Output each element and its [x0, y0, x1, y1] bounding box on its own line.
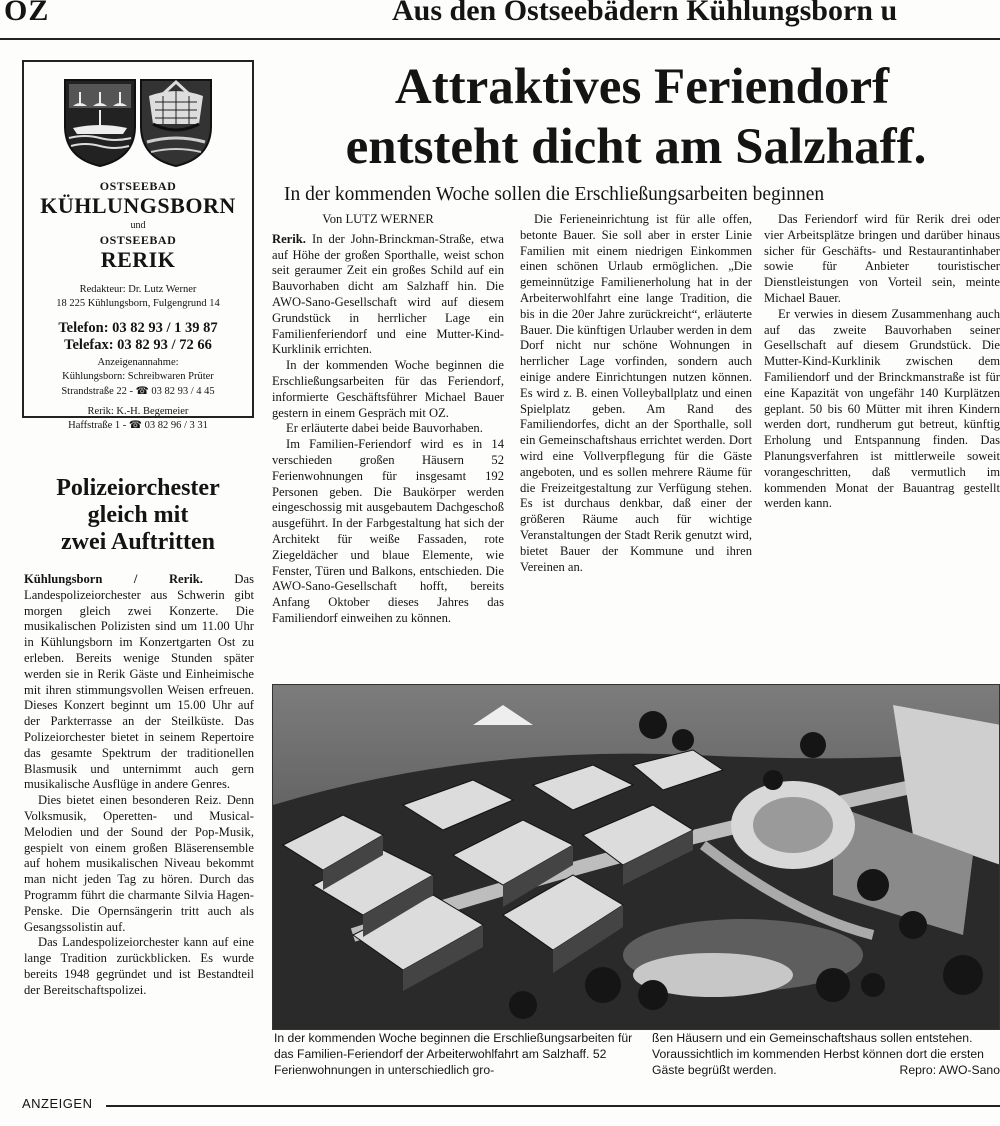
caption-text: ßen Häusern und ein Gemeinschaftshaus sollen entstehen. Voraussichtlich im kommenden Herbst können dort die ersten Gäste begrüßt werden. [652, 1031, 984, 1077]
editor-address: 18 225 Kühlungsborn, Fulgengrund 14 [56, 298, 220, 310]
article-paragraph [272, 232, 504, 358]
editor-line: Redakteur: Dr. Lutz Werner [79, 284, 197, 296]
image-caption: In der kommenden Woche beginnen die Erschließungsarbeiten für das Familien-Feriendorf der Arbeiterwohlfahrt am Salzhaff. 52 Ferienwohnungen in unterschiedlich gro- [274, 1031, 633, 1077]
main-headline-line1: Attraktives Feriendorf [394, 59, 890, 115]
ads-address: Strandstraße 22 - ☎ 03 82 93 / 4 45 [61, 385, 215, 397]
image-caption-continued [652, 1031, 1000, 1078]
dateline: Kühlungsborn / Rerik. [24, 572, 203, 586]
article-paragraph: Die Ferieneinrichtung ist für alle offen, betonte Bauer. Sie soll aber in erster Linie Familien mit einem niedrigen Einkommen einen schönen Urlaub ermöglichen. „Die gemeinnützige Familienerholung hat in der Arbeiterwohlfahrt eine lange Tradition, die bis in die 20er Jahre zurückreicht“, erläuterte Bauer. Die künftigen Urlauber werden in dem Dorf nicht nur schöne Wohnungen in herrlicher Lage vorfinden, sondern auch einige andere Einrichtungen nutzen können. Es wird z. B. einen Volleyballplatz und einen Spielplatz geben. Am Rand des Familiendorfes, dicht an der Sporthalle, soll ein Gemeinschaftshaus errichtet werden. Dort wird eine Vollverpflegung für die Gäste angeboten, und es sollen mehrere Räume für die Freizeitgestaltung zur Verfügung stehen. Es ist durchaus denkbar, daß einer der größeren Räume auch für wichtige Veranstaltungen der Stadt Rerik genutzt wird, bietet Bauer der Kommune und ihren Vereinen an. [520, 212, 752, 574]
left-article-body [24, 572, 254, 999]
paragraph-text: Das Landespolizeiorchester aus Schwerin gibt morgen gleich zwei Konzerte. Die musikalischen Polizisten sind um 11.00 Uhr in Kühlungsborn im Konzertgarten Ost zu erleben. Bereits wenige Stunden später werden sie in Rerik Gäste und Einheimische mit ihren stimmungsvollen Weisen erfreuen. Dieses Konzert beginnt um 15.00 Uhr auf der Parkterrasse an der Steilküste. Das Polizeiorchester bietet in seinem Repertoire das gesamte Spektrum der traditionellen Blasmusik und unternimmt auch gern musikalische Ausflüge in andere Genres. [24, 572, 254, 792]
headline-line: zwei Auftritten [61, 528, 215, 555]
left-article-headline [18, 475, 258, 556]
ads-title: Anzeigenannahme: [97, 357, 179, 369]
ads-address: Rerik: K.-H. Begemeier [87, 405, 189, 417]
paper-logo: OZ [4, 0, 50, 27]
main-headline-line2: entsteht dicht am Salzhaff. [345, 119, 927, 175]
town-crests-image [63, 76, 213, 168]
footer-rule [106, 1105, 1000, 1107]
article-column-2 [520, 212, 752, 575]
masthead-conjunction: und [130, 220, 146, 232]
masthead-label: OSTSEEBAD [99, 179, 177, 193]
byline: Von LUTZ WERNER [322, 212, 434, 226]
architectural-rendering-image [272, 684, 1000, 1030]
dateline: Rerik. [272, 231, 306, 246]
article-paragraph: Dies bietet einen besonderen Reiz. Denn Volksmusik, Operetten- und Musical-Melodien und der Sound der Pop-Musik, gespielt von einem großen Bläserensemble auf hohem musikalischen Niveau bekommt man nicht jeden Tag zu hören. Durch das Programm führt die charmante Silvia Hagen-Penske. Die Opernsängerin tritt auch als Gesangssolistin auf. [24, 793, 254, 934]
article-paragraph: In der kommenden Woche beginnen die Erschließungsarbeiten für das Feriendorf, informierte Geschäftsführer Michael Bauer gestern in einem Gespräch mit OZ. [272, 358, 504, 420]
article-paragraph: Er erläuterte dabei beide Bauvorhaben. [286, 421, 483, 436]
fax-number: Telefax: 03 82 93 / 72 66 [64, 336, 212, 353]
subheadline: In der kommenden Woche sollen die Erschließungsarbeiten beginnen [284, 184, 825, 205]
article-paragraph [24, 572, 254, 793]
rerik-crest-icon [141, 80, 211, 166]
ads-address: Haffstraße 1 - ☎ 03 82 96 / 3 31 [68, 420, 208, 431]
paragraph-text: In der John-Brinckman-Straße, etwa auf Höhe der großen Sporthalle, weist schon seit geraumer Zeit ein großes Schild auf ein Bauvorhaben dicht am Salzhaff hin. Die AWO-Sano-Gesellschaft wird auf diesem Grundstück in herrlicher Lage ein Familienferiendorf und eine Mutter-Kind-Kurklinik errichten. [272, 231, 504, 357]
headline-line: gleich mit [87, 501, 189, 528]
article-paragraph: Das Feriendorf wird für Rerik drei oder vier Arbeitsplätze bringen und darüber hinaus sicher für Geschäfts- und Restaurantinhaber sowie für Anbieter touristischer Dienstleistungen von Vorteil sein, meinte Michael Bauer. [764, 212, 1000, 305]
ads-section-label: ANZEIGEN [22, 1096, 93, 1111]
article-paragraph: Er verwies in diesem Zusammenhang auch auf das zweite Bauvorhaben seiner Gesellschaft auf diesem Grundstück. Die Mutter-Kind-Kurklinik zwischen dem Familiendorf und der Brinckmanstraße ist für eine Kapazität von ungefähr 140 Kurplätzen geplant. 50 bis 60 Mütter mit ihren Kindern werden dort, rundherum gut betreut, künftig Erholung und Entspannung finden. Das Planungsverfahren ist mittlerweile soweit vorangeschritten, daß vermutlich im kommenden Monat der Bauantrag gestellt werden kann. [764, 306, 1000, 511]
phone-number: Telefon: 03 82 93 / 1 39 87 [58, 319, 218, 336]
article-column-3 [764, 212, 1000, 512]
article-paragraph: Im Familien-Feriendorf wird es in 14 verschieden großen Häusern 52 Ferienwohnungen für insgesamt 192 Personen geben. Die Baukörper werden eingeschossig mit ausgebautem Dachgeschoß ausgeführt. In der Farbgestaltung hat sich der Architekt für weiße Fassaden, rote Ziegeldächer und blaue Elemente, wie Fenster, Türen und Balkons, entschieden. Die AWO-Sano-Gesellschaft hofft, bereits Anfang Oktober dieses Jahres das Familiendorf einweihen zu können. [272, 437, 504, 625]
masthead-label: OSTSEEBAD [99, 233, 177, 248]
masthead-town: RERIK [100, 247, 176, 273]
ads-address: Kühlungsborn: Schreibwaren Prüter [62, 371, 214, 383]
headline-line: Polizeiorchester [56, 475, 220, 501]
masthead-town: KÜHLUNGSBORN [40, 193, 236, 218]
kuehlungsborn-crest-icon [65, 80, 135, 166]
photo-credit: Repro: AWO-Sano [899, 1062, 1000, 1077]
article-paragraph: Das Landespolizeiorchester kann auf eine lange Tradition zurückblicken. Es wurde bereits 1948 gegründet und ist Bestandteil der Bereitschaftspolizei. [24, 935, 254, 997]
section-title: Aus den Ostseebädern Kühlungsborn u [392, 0, 898, 27]
header-rule [0, 38, 1000, 40]
article-column-1 [272, 212, 504, 627]
local-edition-box [22, 60, 254, 431]
